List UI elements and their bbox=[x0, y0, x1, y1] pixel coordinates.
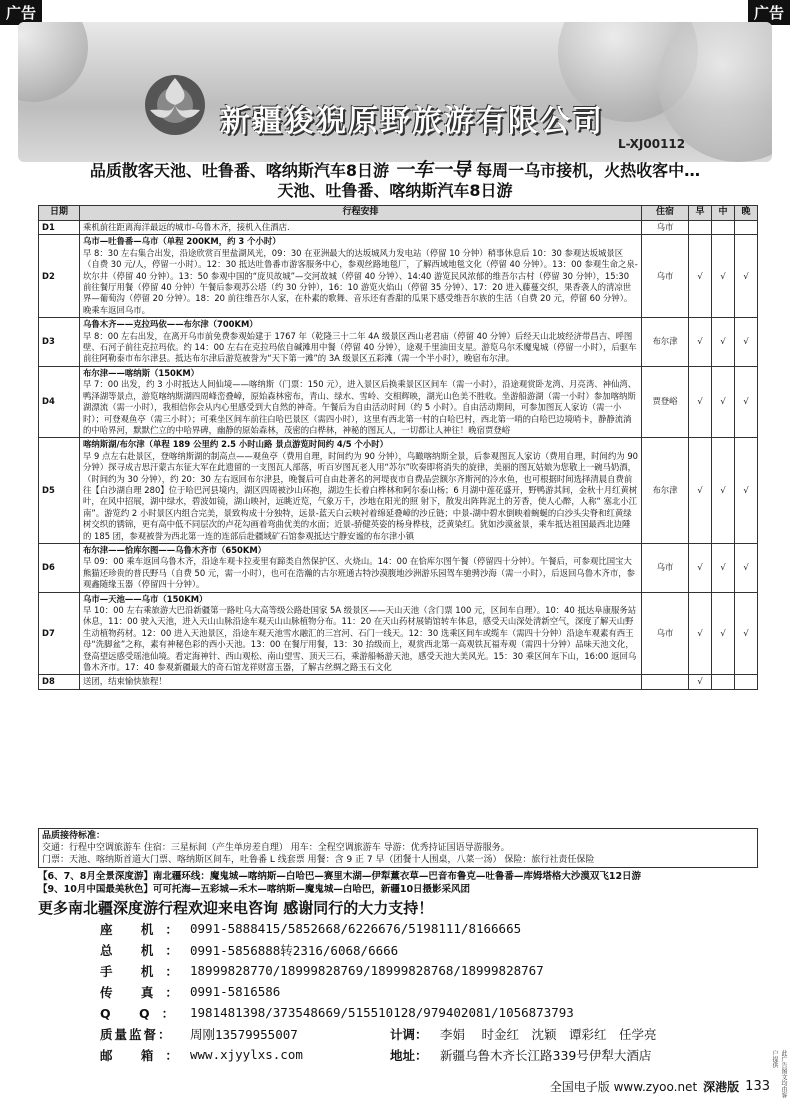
stay-cell: 乌市 bbox=[642, 592, 689, 675]
breakfast-cell: √ bbox=[689, 235, 712, 318]
breakfast-cell: √ bbox=[689, 438, 712, 544]
itinerary-row bbox=[39, 235, 758, 318]
company-logo-icon bbox=[140, 70, 210, 140]
dinner-cell: √ bbox=[735, 235, 758, 318]
day-title: 乌市—天池——乌市（150KM） bbox=[83, 593, 208, 604]
day-title: 乌市—吐鲁番—乌市（单程 200KM，约 3 个小时） bbox=[83, 236, 281, 247]
stay-cell: 布尔津 bbox=[642, 438, 689, 544]
header-date: 日期 bbox=[39, 206, 80, 221]
day-description: 早 8：00 左右出发，在离开乌市前免费参观始建于 1767 年（乾隆三十二年 4A 级景区西山老君庙（停留 40 分钟）后经天山北坡经济带昌吉、呼图壁、石河子前往克拉玛依。约 14：00 左右在克拉玛依自碱滩用中餐（停留 40 分钟），途观千里油田支星。游览乌尔禾魔鬼城（停留一小时），后驱车前往阿勒泰市布尔津县。抵达布尔津后游览被誉为“天下第一滩”的 3A 级景区五彩滩（需一个半小时），晚宿布尔津。 bbox=[83, 330, 637, 364]
dinner-cell: √ bbox=[735, 366, 758, 437]
fax-number: 0991-5816586 bbox=[190, 984, 281, 999]
dinner-cell: √ bbox=[735, 438, 758, 544]
headline-part1: 品质散客天池、吐鲁番、喀纳斯汽车8日游 bbox=[89, 161, 389, 180]
dinner-cell bbox=[735, 221, 758, 235]
day-cell: D2 bbox=[39, 235, 80, 318]
lunch-cell: √ bbox=[712, 235, 735, 318]
itinerary-row bbox=[39, 318, 758, 367]
headline bbox=[30, 160, 760, 201]
seat-phone[interactable]: 0991-5888415/5852668/6226676/5198111/8166665 bbox=[190, 921, 522, 936]
contact-row-email bbox=[100, 1044, 780, 1065]
lunch-cell: √ bbox=[712, 438, 735, 544]
breakfast-cell: √ bbox=[689, 366, 712, 437]
day-description: 早 10：00 左右乘旅游大巴沿新疆第一路吐乌大高等级公路赴国家 5A 级景区——天山天池（含门票 100 元，区间车自理）。10：40 抵达阜康服务站休息，11：00 驶入天池，进入天山山脉沿途车观天山山脉植物分布。11：20 在天山药材展销馆转车体息，感受天山深处清新空气，深度了解天山野生动植物药材。12：00 进入天池景区，沿途车观天池雪水融汇的三宫河、石门一线天。12：30 选乘区间车或缆车（需四十分钟）沿途车观素有西王母“洗脚盆”之称，素有神秘色彩的西小天池。13：00 在餐厅用餐，13：30 抬级而上，观赏西北第一高观铁瓦福寿观（需四十分钟）品味天池文化，登高望远感受瑶池仙境。看定海神针、西山观松、南山望雪、顶天三石，乘游船畅游天池，感受天池大美风光。15：30 乘区间车下山，16:00 返回乌鲁木齐市。17：40 参观新疆最大的奇石馆龙祥财富玉器，了解古丝绸之路玉石文化 bbox=[83, 605, 637, 673]
lunch-cell: √ bbox=[712, 318, 735, 367]
promo-block bbox=[38, 870, 758, 896]
service-standards bbox=[38, 828, 758, 868]
standards-line-1: 交通：行程中空调旅游车 住宿：三星标间（产生单房差自理） 用车：全程空调旅游车 导游：优秀持证国语导游服务。 bbox=[42, 843, 510, 853]
day-title: 喀纳斯湖/布尔津（单程 189 公里约 2.5 小时山路 景点游览时间约 4/5 个小时） bbox=[83, 439, 388, 450]
day-cell: D8 bbox=[39, 675, 80, 689]
address-label: 地址： bbox=[390, 1047, 428, 1063]
itinerary-row bbox=[39, 221, 758, 235]
contact-row-mobile bbox=[100, 960, 780, 981]
itinerary-row bbox=[39, 592, 758, 675]
email-label: 邮 箱： bbox=[100, 1047, 190, 1063]
stay-cell: 乌市 bbox=[642, 543, 689, 592]
day-description: 早 7：00 出发，约 3 小时抵达人间仙境——喀纳斯（门票：150 元），进入景区后换乘景区区间车（需一小时），沿途观赏卧龙湾、月亮湾、神仙湾、鸭泽湖等景点，游览喀纳斯湖四周峰峦叠嶂，原始森林密布，青山、绿水、雪岭、交相辉映，湖光山色美不胜收。坐游船游湖（需一小时）参加喀纳斯湖漂流（需一小时），我相信你会从内心里感受到大自然的神奇。午餐后为自由活动时间（约 5 小时）。自由活动期间，可参加图瓦人家访（需一小时）；可登观鱼亭（需三小时）；可乘坐区间车前往白哈巴景区（需四小时），这里有西北第一村的白哈巴村，西北第一哨的白哈巴边境哨卡，静静流淌的中哈界河，默默伫立的中哈界碑，幽静的原始森林，茂密的白桦林，神秘的图瓦人，一切都让人神往！晚宿贾登峪 bbox=[83, 379, 637, 435]
day-cell: D6 bbox=[39, 543, 80, 592]
dinner-cell bbox=[735, 675, 758, 689]
schedule-cell bbox=[80, 543, 642, 592]
schedule-cell bbox=[80, 366, 642, 437]
stay-cell: 布尔津 bbox=[642, 318, 689, 367]
qq-numbers[interactable]: 1981481398/373548669/515510128/979402081/1056873793 bbox=[190, 1005, 574, 1020]
lunch-cell bbox=[712, 221, 735, 235]
schedule-cell bbox=[80, 438, 642, 544]
seat-label: 座 机： bbox=[100, 921, 190, 937]
standards-line-2: 门票：天池、喀纳斯首道大门票、喀纳斯区间车，吐鲁番 L 线套票 用餐：含 9 正 7 早（团餐十人围桌，八菜一汤） 保险：旅行社责任保险 bbox=[42, 855, 595, 865]
day-cell: D7 bbox=[39, 592, 80, 675]
day-cell: D4 bbox=[39, 366, 80, 437]
itinerary-row bbox=[39, 366, 758, 437]
lunch-cell bbox=[712, 675, 735, 689]
mobile-label: 手 机： bbox=[100, 963, 190, 979]
footer-site[interactable]: 全国电子版 www.zyoo.net bbox=[549, 1080, 698, 1094]
promo-autumn: 【9、10月中国最美秋色】可可托海—五彩城—禾木—喀纳斯—魔鬼城—白哈巴，新疆10日摄影采风团 bbox=[38, 884, 471, 895]
itinerary-row bbox=[39, 543, 758, 592]
breakfast-cell: √ bbox=[689, 543, 712, 592]
day-description: 乘机前往距离海洋最远的城市-乌鲁木齐，接机入住酒店. bbox=[83, 222, 290, 232]
slogan: 更多南北疆深度游行程欢迎来电咨询 感谢同行的大力支持！ bbox=[38, 899, 434, 917]
header-breakfast: 早 bbox=[689, 206, 712, 221]
lunch-cell: √ bbox=[712, 592, 735, 675]
headline-subtitle: 天池、吐鲁番、喀纳斯汽车8日游 bbox=[277, 181, 513, 200]
page-footer bbox=[550, 1078, 770, 1095]
schedule-cell bbox=[80, 318, 642, 367]
breakfast-cell: √ bbox=[689, 318, 712, 367]
day-description: 早 9 点左右赴景区，登喀纳斯湖的制高点——观鱼亭（费用自理，时间约为 90 分钟），鸟瞰喀纳斯全景，后参观图瓦人家访（费用自理，时间约为 90 分钟）探寻成吉思汗蒙古东征大军在此遗留的一支图瓦人部落，听百岁图瓦老人用“苏尔”吹奏即将消失的旋律，美丽的图瓦姑娘为您敬上一碗马奶酒，（时间约为 30 分钟），约 20：30 左右返回布尔津县，晚餐后可自由赴著名的河堤夜市自费品尝额尔齐斯河的冷水鱼，也可根据时间选择清晨自费前往【白沙湖自理 280】位于哈巴河县境内，湖区四周被沙山环抱，湖边生长着白桦林和阿尔泰山杨；6 月湖中莲花盛开，野鸭游其间，金秋十月红黄树叶，在风中招展，湖中绿水，碧波如镜，湖山映衬，远眺近览，气象万千，沙地在阳光的照 射下，散发出阵阵泥土的芳香，使人心醉，人称“ 塞北小江南”。游览约 2 小时景区内组合完美，景致构成十分独特，远景-蓝天白云映衬着绵延叠嶂的沙丘链；中景-湖中碧水倒映着蜿蜒的白沙头尖脊和红黄绿树交织的锈锦，更有高中低不同层次的卢花勾画着弯曲优美的水面；近景-骄健英姿的杨身桦枝，泛黄染红。犹如沙漠盆景，乘车抵达祖国最西北边陲的 185 团，参观被誉为西北第一连的连部后赴疆域矿石馆参观抵达宁静安谧的布尔津小镇 bbox=[83, 450, 639, 541]
headline-badge: 一车一导 bbox=[394, 159, 471, 181]
switchboard-label: 总 机： bbox=[100, 942, 190, 958]
day-title: 乌鲁木齐——克拉玛依——布尔津（700KM） bbox=[83, 319, 258, 330]
contact-row-qq bbox=[100, 1002, 780, 1023]
switchboard-phone[interactable]: 0991-5856888转2316/6068/6666 bbox=[190, 942, 399, 958]
qq-label: Q Q： bbox=[100, 1005, 187, 1021]
day-cell: D5 bbox=[39, 438, 80, 544]
schedule-cell bbox=[80, 235, 642, 318]
day-title: 布尔津——恰库尔图——乌鲁木齐市（650KM） bbox=[83, 544, 267, 555]
quality-label: 质量监督： bbox=[100, 1026, 173, 1042]
company-name: 新疆狻猊原野旅游有限公司 bbox=[220, 104, 604, 139]
contact-row-seat bbox=[100, 918, 780, 939]
website-link[interactable]: www.xjyylxs.com bbox=[190, 1047, 303, 1062]
day-cell: D1 bbox=[39, 221, 80, 235]
day-description: 早 09：00 乘车返回乌鲁木齐，沿途车观卡拉麦里有蹄类自然保护区、火烧山。14：00 在恰库尔图午餐（停留四十分钟）。午餐后，可参观比国宝大熊猫还珍贵的普氏野马（自费 50 元，需一小时），也可在浩瀚的古尔班通古特沙漠腹地沙洲游乐园驾车驰骋沙海（需一小时），后返回乌鲁木齐市，参观鑫随缘玉器（停留四十分钟）。 bbox=[83, 556, 635, 590]
itinerary-table bbox=[38, 205, 758, 690]
header-dinner: 晚 bbox=[735, 206, 758, 221]
lunch-cell: √ bbox=[712, 366, 735, 437]
schedule-cell bbox=[80, 221, 642, 235]
header-schedule: 行程安排 bbox=[80, 206, 642, 221]
schedule-cell bbox=[80, 675, 642, 689]
stay-cell: 乌市 bbox=[642, 221, 689, 235]
contact-row-switchboard bbox=[100, 939, 780, 960]
stay-cell: 乌市 bbox=[642, 235, 689, 318]
planner-label: 计调： bbox=[390, 1026, 428, 1042]
day-cell: D3 bbox=[39, 318, 80, 367]
header-lunch: 中 bbox=[712, 206, 735, 221]
breakfast-cell: √ bbox=[689, 592, 712, 675]
mobile-phone[interactable]: 18999828770/18999828769/18999828768/18999828767 bbox=[190, 963, 544, 978]
table-header-row bbox=[39, 206, 758, 221]
itinerary-row bbox=[39, 438, 758, 544]
schedule-cell bbox=[80, 592, 642, 675]
dinner-cell: √ bbox=[735, 592, 758, 675]
contact-info bbox=[100, 918, 780, 1065]
page-number: 133 bbox=[745, 1079, 770, 1094]
quality-supervisor: 周刚13579955007 bbox=[190, 1026, 298, 1042]
dinner-cell: √ bbox=[735, 318, 758, 367]
breakfast-cell bbox=[689, 221, 712, 235]
day-description: 送团，结束愉快旅程！ bbox=[83, 676, 167, 687]
dinner-cell: √ bbox=[735, 543, 758, 592]
contact-row-fax bbox=[100, 981, 780, 1002]
breakfast-cell: √ bbox=[689, 675, 712, 689]
ad-tag-left: 广告 bbox=[0, 0, 42, 25]
day-description: 早 8：30 左右集合出发，沿途欣赏百里盐湖风光，09：30 在亚洲最大的达坂城风力发电站（停留 10 分钟）稍事休息后 10：30 参观达坂城景区（自费 30 元/人，停留一小时）。12：30 抵达吐鲁番市游客服务中心，参观丝路地毯厂，了解西域地毯文化（停留 40 分钟）。13：00 参观生命之泉-坎尔井（停留 40 分钟）。13：50 参观中国的“庞贝故城”—交河故城（停留 40 分钟）、14:40 游览民风浓郁的维吾尔古村（停留 30 分钟），15:30 前往餐厅用餐（停留 40 分钟）午餐后参观苏公塔（约 30 分钟），16：10 游览火焰山（停留 35 分钟）、17：20 进入藤蔓交织，果香袭人的清凉世界—葡萄沟（停留 20 分钟）。18：20 前往维吾尔人家，在朴素的歌舞、音乐还有香甜的瓜果下感受维吾尔族的生活（自费 20 元，停留 60 分钟）。晚乘车返回乌市。 bbox=[83, 247, 638, 315]
leaf-decoration bbox=[18, 22, 88, 102]
contact-row-quality bbox=[100, 1023, 780, 1044]
planner-names: 李娟 时金红 沈颖 谭彩红 任学亮 bbox=[440, 1026, 657, 1042]
headline-part2: 每周一乌市接机，火热收客中… bbox=[476, 161, 701, 180]
day-title: 布尔津——喀纳斯（150KM） bbox=[83, 367, 200, 378]
lunch-cell: √ bbox=[712, 543, 735, 592]
promo-summer: 【6、7、8月全景深度游】南北疆环线：魔鬼城—喀纳斯—白哈巴—赛里木湖—伊犁薰衣草—巴音布鲁克—吐鲁番—库姆塔格大沙漠双飞12日游 bbox=[38, 871, 642, 882]
itinerary-row bbox=[39, 675, 758, 689]
ad-tag-right: 广告 bbox=[748, 0, 790, 25]
vertical-note: 此广告图文均由客户提供 bbox=[771, 1050, 787, 1098]
address: 新疆乌鲁木齐长江路339号伊犁大酒店 bbox=[440, 1047, 652, 1063]
license-number: L-XJ00112 bbox=[618, 137, 686, 151]
fax-label: 传 真： bbox=[100, 984, 190, 1000]
stay-cell: 贾登峪 bbox=[642, 366, 689, 437]
header-stay: 住宿 bbox=[642, 206, 689, 221]
standards-title: 品质接待标准： bbox=[42, 831, 106, 841]
footer-edition: 深港版 bbox=[703, 1080, 740, 1094]
stay-cell bbox=[642, 675, 689, 689]
